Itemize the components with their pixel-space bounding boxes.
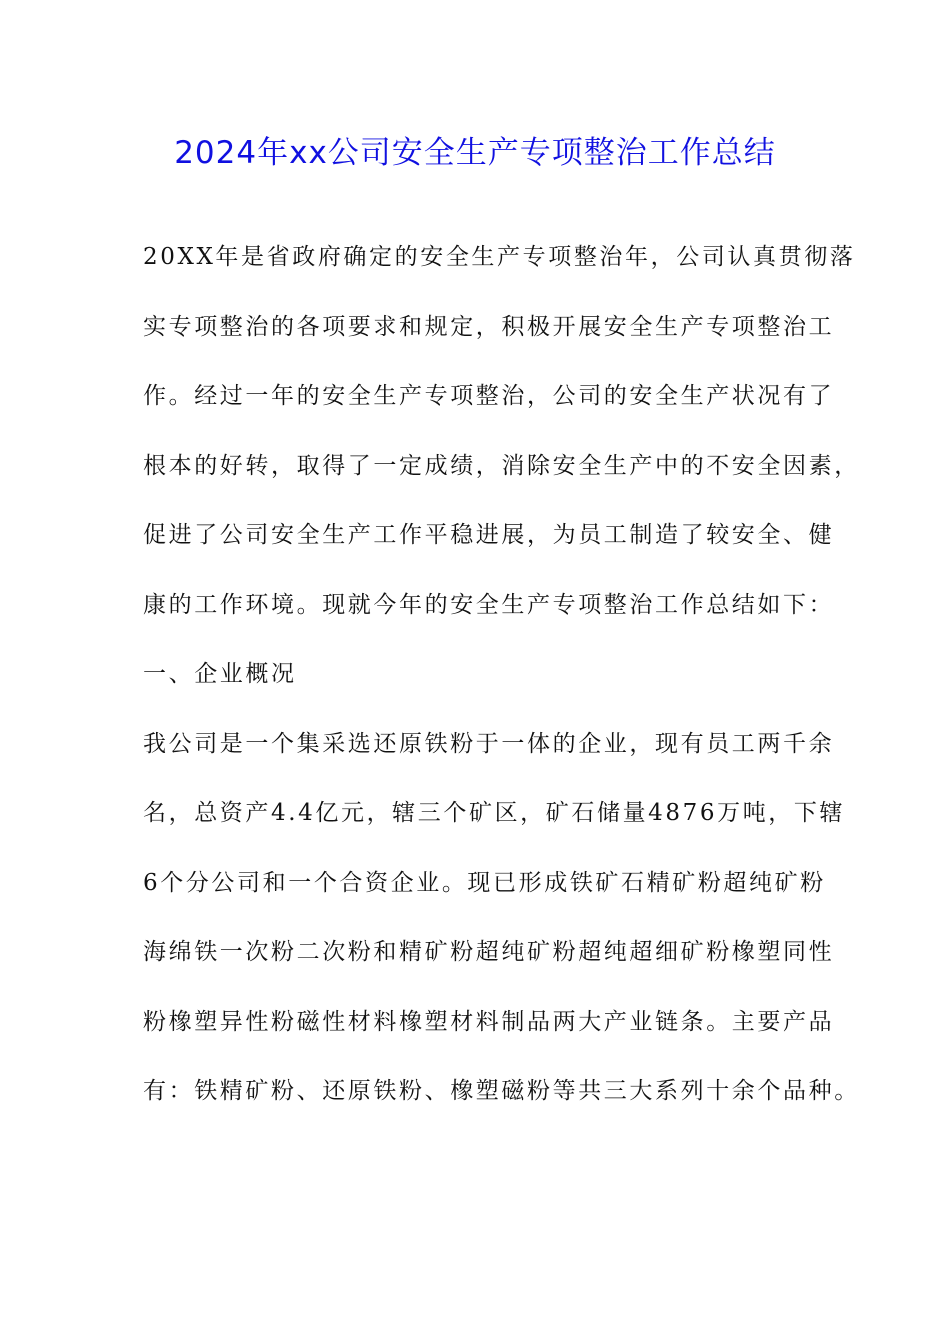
document-body bbox=[143, 230, 860, 1134]
body-line: 作。经过一年的安全生产专项整治，公司的安全生产状况有了 bbox=[143, 383, 835, 409]
body-line: 海绵铁一次粉二次粉和精矿粉超纯矿粉超纯超细矿粉橡塑同性 bbox=[143, 939, 835, 965]
body-line: 促进了公司安全生产工作平稳进展，为员工制造了较安全、健 bbox=[143, 522, 835, 548]
body-line: 康的工作环境。现就今年的安全生产专项整治工作总结如下： bbox=[143, 591, 835, 618]
body-line: 粉橡塑异性粉磁性材料橡塑材料制品两大产业链条。主要产品 bbox=[143, 1008, 835, 1035]
body-line: 20XX年是省政府确定的安全生产专项整治年，公司认真贯彻落 bbox=[143, 244, 856, 270]
body-line: 名，总资产4.4亿元，辖三个矿区，矿石储量4876万吨，下辖 bbox=[143, 800, 846, 826]
document-title: 2024年xx公司安全生产专项整治工作总结 bbox=[174, 135, 776, 171]
body-line: 6个分公司和一个合资企业。现已形成铁矿石精矿粉超纯矿粉 bbox=[143, 869, 826, 896]
section-heading: 一、企业概况 bbox=[143, 661, 297, 687]
body-line: 根本的好转，取得了一定成绩，消除安全生产中的不安全因素， bbox=[143, 452, 860, 479]
body-line: 我公司是一个集采选还原铁粉于一体的企业，现有员工两千余 bbox=[143, 730, 835, 757]
body-line: 实专项整治的各项要求和规定，积极开展安全生产专项整治工 bbox=[143, 313, 835, 340]
body-line: 有：铁精矿粉、还原铁粉、橡塑磁粉等共三大系列十余个品种。 bbox=[143, 1078, 860, 1104]
